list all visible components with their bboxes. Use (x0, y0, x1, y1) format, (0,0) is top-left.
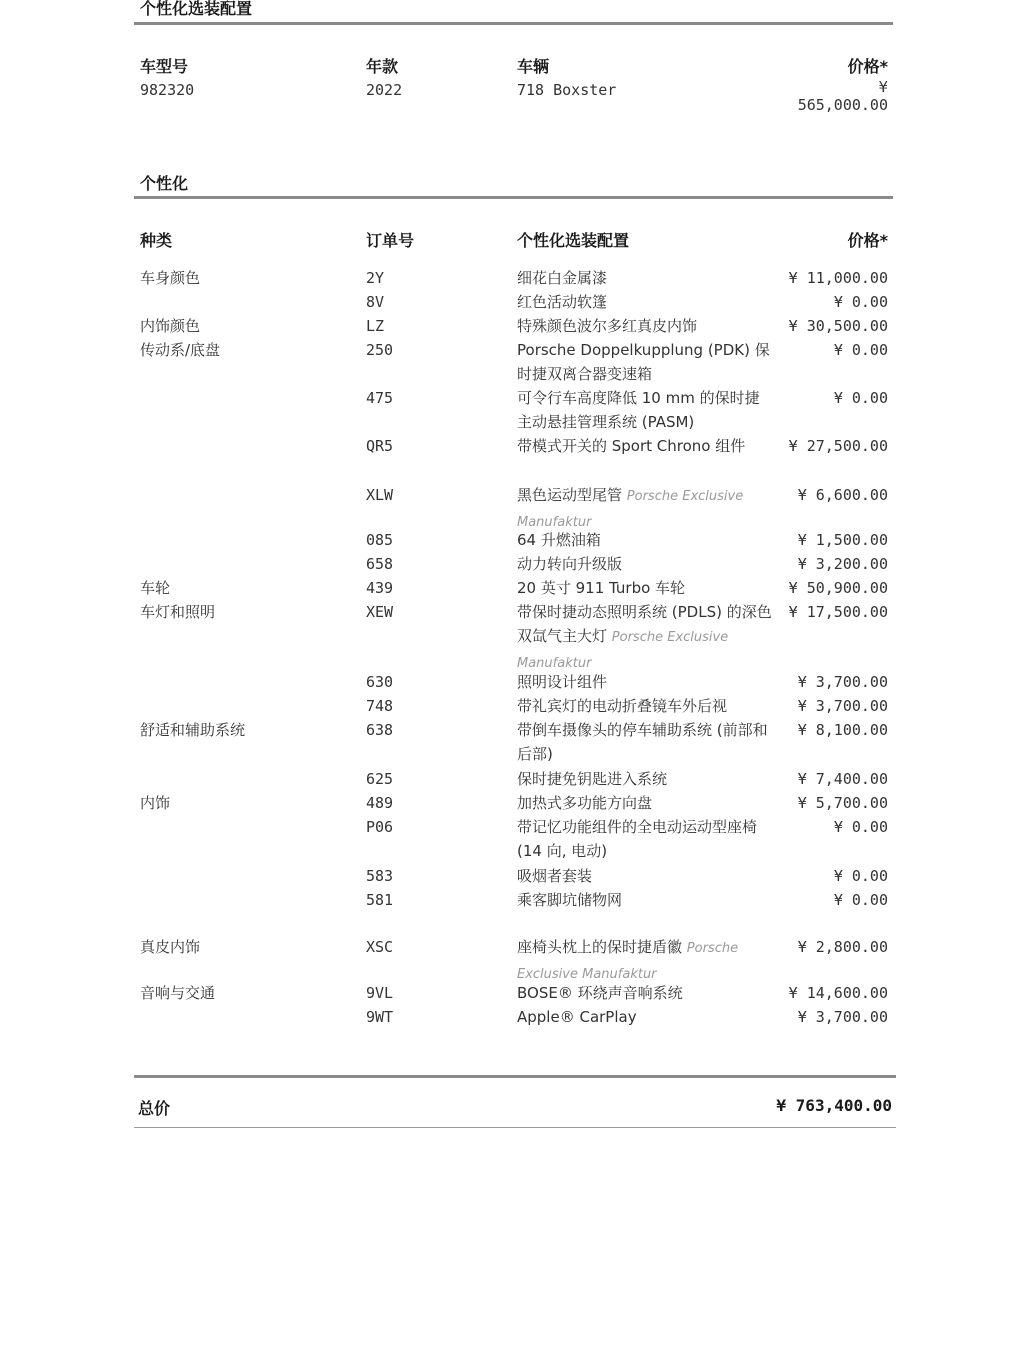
option-code: P06 (366, 818, 394, 836)
option-description-text: 加热式多功能方向盘 (517, 794, 653, 812)
total-bottom-rule (134, 1127, 896, 1128)
exclusive-brand-label: Porsche Exclusive Manufaktur (517, 489, 744, 530)
option-description-text: 红色活动软篷 (517, 293, 608, 311)
option-price: ¥ 50,900.00 (788, 579, 888, 597)
option-code: 085 (366, 531, 394, 549)
option-price: ¥ 8,100.00 (797, 721, 888, 739)
option-code: 439 (366, 579, 394, 597)
col-header-model: 车型号 (140, 57, 189, 76)
option-description-text: 黑色运动型尾管 (517, 486, 623, 504)
col-header-price: 价格* (847, 57, 888, 76)
option-description (517, 815, 772, 863)
option-category: 内饰 (140, 794, 171, 812)
option-category: 车轮 (140, 579, 171, 597)
section-title-configuration: 个性化选装配置 (140, 0, 253, 18)
option-price: ¥ 6,600.00 (797, 486, 888, 504)
option-code: QR5 (366, 437, 394, 455)
option-price: ¥ 3,700.00 (797, 1008, 888, 1026)
option-code: XEW (366, 603, 394, 621)
option-price: ¥ 1,500.00 (797, 531, 888, 549)
option-description-text: 带保时捷动态照明系统 (PDLS) 的深色双氙气主大灯 (517, 603, 772, 645)
option-description (517, 767, 772, 791)
option-description (517, 888, 772, 912)
option-description-text: 20 英寸 911 Turbo 车轮 (517, 579, 686, 597)
option-description-text: 乘客脚坑储物网 (517, 891, 623, 909)
option-price: ¥ 0.00 (833, 293, 888, 311)
option-code: 748 (366, 697, 394, 715)
option-category: 车灯和照明 (140, 603, 216, 621)
option-code: LZ (366, 317, 385, 335)
col-header-option-price: 价格* (847, 231, 888, 250)
total-value: ¥ 763,400.00 (776, 1096, 892, 1115)
option-description (517, 290, 772, 314)
option-description-text: BOSE® 环绕声音响系统 (517, 984, 683, 1002)
base-price-currency: ¥ (878, 78, 888, 96)
option-description-text: 座椅头枕上的保时捷盾徽 (517, 938, 683, 956)
col-header-vehicle: 车辆 (517, 57, 550, 76)
option-price: ¥ 3,700.00 (797, 697, 888, 715)
option-price: ¥ 7,400.00 (797, 770, 888, 788)
option-price: ¥ 5,700.00 (797, 794, 888, 812)
option-description-text: 吸烟者套装 (517, 867, 593, 885)
option-description (517, 981, 772, 1005)
option-price: ¥ 14,600.00 (788, 984, 888, 1002)
option-price: ¥ 27,500.00 (788, 437, 888, 455)
option-code: 9WT (366, 1008, 394, 1026)
option-description (517, 935, 772, 987)
option-description-text: 带模式开关的 Sport Chrono 组件 (517, 437, 746, 455)
year-value: 2022 (366, 81, 403, 99)
option-description (517, 434, 772, 458)
option-description (517, 670, 772, 694)
option-code: 625 (366, 770, 394, 788)
option-description-text: 可令行车高度降低 10 mm 的保时捷主动悬挂管理系统 (PASM) (517, 389, 760, 431)
model-value: 982320 (140, 81, 195, 99)
option-description-text: 特殊颜色波尔多红真皮内饰 (517, 317, 698, 335)
option-description-text: Apple® CarPlay (517, 1008, 637, 1026)
option-description (517, 600, 772, 676)
exclusive-brand-label: Porsche Exclusive Manufaktur (517, 941, 739, 982)
option-description (517, 386, 772, 434)
option-price: ¥ 3,700.00 (797, 673, 888, 691)
total-label: 总价 (138, 1099, 171, 1118)
option-price: ¥ 11,000.00 (788, 269, 888, 287)
option-code: 581 (366, 891, 394, 909)
option-category: 真皮内饰 (140, 938, 201, 956)
option-code: 9VL (366, 984, 394, 1002)
option-price: ¥ 3,200.00 (797, 555, 888, 573)
option-price: ¥ 0.00 (833, 891, 888, 909)
option-price: ¥ 2,800.00 (797, 938, 888, 956)
col-header-category: 种类 (140, 231, 173, 250)
option-description-text: 带礼宾灯的电动折叠镜车外后视 (517, 697, 728, 715)
option-description-text: 带倒车摄像头的停车辅助系统 (前部和后部) (517, 721, 768, 763)
exclusive-brand-label: Porsche Exclusive Manufaktur (517, 630, 729, 671)
vehicle-value: 718 Boxster (517, 81, 617, 99)
option-code: 8V (366, 293, 385, 311)
option-price: ¥ 17,500.00 (788, 603, 888, 621)
option-category: 音响与交通 (140, 984, 216, 1002)
col-header-option: 个性化选装配置 (517, 231, 630, 250)
option-description-text: 64 升燃油箱 (517, 531, 601, 549)
option-description (517, 314, 772, 338)
option-description-text: 动力转向升级版 (517, 555, 623, 573)
option-code: 489 (366, 794, 394, 812)
option-code: 2Y (366, 269, 385, 287)
section-divider (134, 196, 893, 199)
option-price: ¥ 0.00 (833, 341, 888, 359)
option-price: ¥ 0.00 (833, 818, 888, 836)
option-category: 传动系/底盘 (140, 341, 221, 359)
section-title-personalization: 个性化 (140, 174, 189, 193)
option-code: 475 (366, 389, 394, 407)
option-description (517, 864, 772, 888)
option-category: 舒适和辅助系统 (140, 721, 246, 739)
total-top-rule (134, 1075, 896, 1078)
option-category: 内饰颜色 (140, 317, 201, 335)
section-divider (134, 22, 893, 25)
option-code: 250 (366, 341, 394, 359)
option-code: 583 (366, 867, 394, 885)
option-description-text: 照明设计组件 (517, 673, 608, 691)
option-description (517, 576, 772, 600)
option-category: 车身颜色 (140, 269, 201, 287)
option-price: ¥ 0.00 (833, 867, 888, 885)
base-price-value: 565,000.00 (797, 96, 888, 114)
option-description (517, 694, 772, 718)
col-header-code: 订单号 (366, 231, 415, 250)
option-description (517, 266, 772, 290)
option-description-text: Porsche Doppelkupplung (PDK) 保时捷双离合器变速箱 (517, 341, 770, 383)
option-code: XLW (366, 486, 394, 504)
option-description (517, 338, 772, 386)
option-code: XSC (366, 938, 394, 956)
option-description (517, 718, 772, 766)
option-description (517, 1005, 772, 1029)
option-code: 658 (366, 555, 394, 573)
option-code: 630 (366, 673, 394, 691)
option-description (517, 528, 772, 552)
option-description-text: 保时捷免钥匙进入系统 (517, 770, 668, 788)
col-header-year: 年款 (366, 57, 399, 76)
option-price: ¥ 30,500.00 (788, 317, 888, 335)
option-description (517, 791, 772, 815)
option-price: ¥ 0.00 (833, 389, 888, 407)
option-code: 638 (366, 721, 394, 739)
option-description-text: 细花白金属漆 (517, 269, 608, 287)
option-description (517, 552, 772, 576)
option-description-text: 带记忆功能组件的全电动运动型座椅 (14 向, 电动) (517, 818, 758, 860)
